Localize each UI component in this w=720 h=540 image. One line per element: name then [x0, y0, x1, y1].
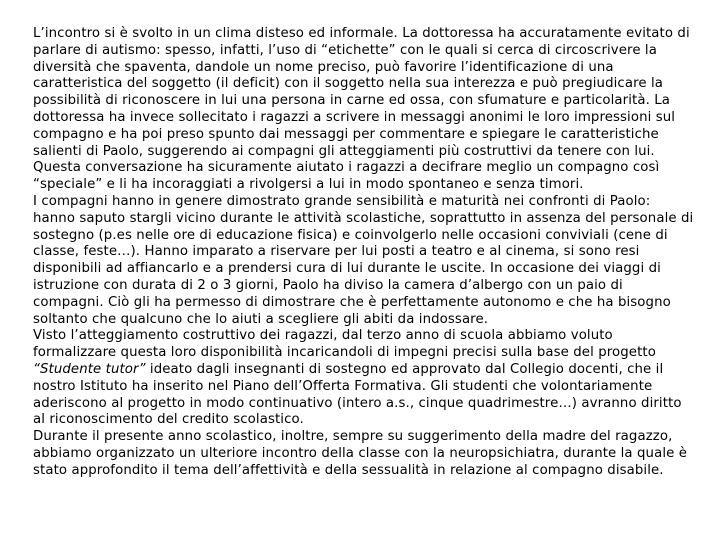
paragraph-text: I compagni hanno in genere dimostrato grande sensibilità e maturità nei confronti di Paolo: hanno saputo stargli vicino durante le attività scolastiche, soprattutto in assenza del personale di sostegno (p.es nelle ore di educazione fisica) e coinvolgerlo nelle occasioni conviviali (cene di classe, feste…). Hanno imparato a riservare per lui posti a teatro e al cinema, si sono resi disponibili ad affiancarlo e a prendersi cura di lui durante le uscite. In occasione dei viaggi di istruzione con durata di 2 o 3 giorni, Paolo ha diviso la camera d’albergo con un paio di compagni. Ciò gli ha permesso di dimostrare che è perfettamente autonomo e che ha bisogno soltanto che qualcuno che lo aiuti a scegliere gli abiti da indossare.	[33, 193, 694, 327]
paragraph-neuropsichiatra	[33, 429, 696, 479]
paragraph-text: ideato dagli insegnanti di sostegno ed approvato dal Collegio docenti, che il nostro Istituto ha inserito nel Piano dell’Offerta Formativa. Gli studenti che volontariamente aderiscono al progetto in modo continuativo (intero a.s., cinque quadrimestre…) avranno diritto al riconoscimento del credito scolastico.	[33, 361, 682, 428]
paragraph-text: L’incontro si è svolto in un clima disteso ed informale. La dottoressa ha accuratamente evitato di parlare di autismo: spesso, infatti, l’uso di “etichette” con le quali si cerca di circoscrivere la diversità che spaventa, dandole un nome preciso, può favorire l’identificazione di una caratteristica del soggetto (il deficit) con il soggetto nella sua interezza e può pregiudicare la possibilità di riconoscere in lui una persona in carne ed ossa, con sfumature e particolarità. La dottoressa ha invece sollecitato i ragazzi a scrivere in messaggi anonimi le loro impressioni sul compagno e ha poi preso spunto dai messaggi per commentare e spiegare le caratteristiche salienti di Paolo, suggerendo ai compagni gli atteggiamenti più costruttivi da tenere con lui. Questa conversazione ha sicuramente aiutato i ragazzi a decifrare meglio un compagno così “speciale” e li ha incoraggiati a rivolgersi a lui in modo spontaneo e senza timori.	[33, 26, 690, 193]
paragraph-text: Visto l’atteggiamento costruttivo dei ragazzi, dal terzo anno di scuola abbiamo voluto formalizzare questa loro disponibilità incaricandoli di impegni precisi sulla base del progetto	[33, 328, 656, 361]
project-name-italic: “Studente tutor”	[33, 361, 146, 377]
paragraph-studente-tutor	[33, 328, 696, 429]
paragraph-incontro	[33, 26, 696, 194]
paragraph-text: Durante il presente anno scolastico, inoltre, sempre su suggerimento della madre del ragazzo, abbiamo organizzato un ulteriore incontro della classe con la neuropsichiatra, durante la quale è stato approfondito il tema dell’affettività e della sessualità in relazione al compagno disabile.	[33, 429, 688, 478]
paragraph-compagni	[33, 194, 696, 328]
